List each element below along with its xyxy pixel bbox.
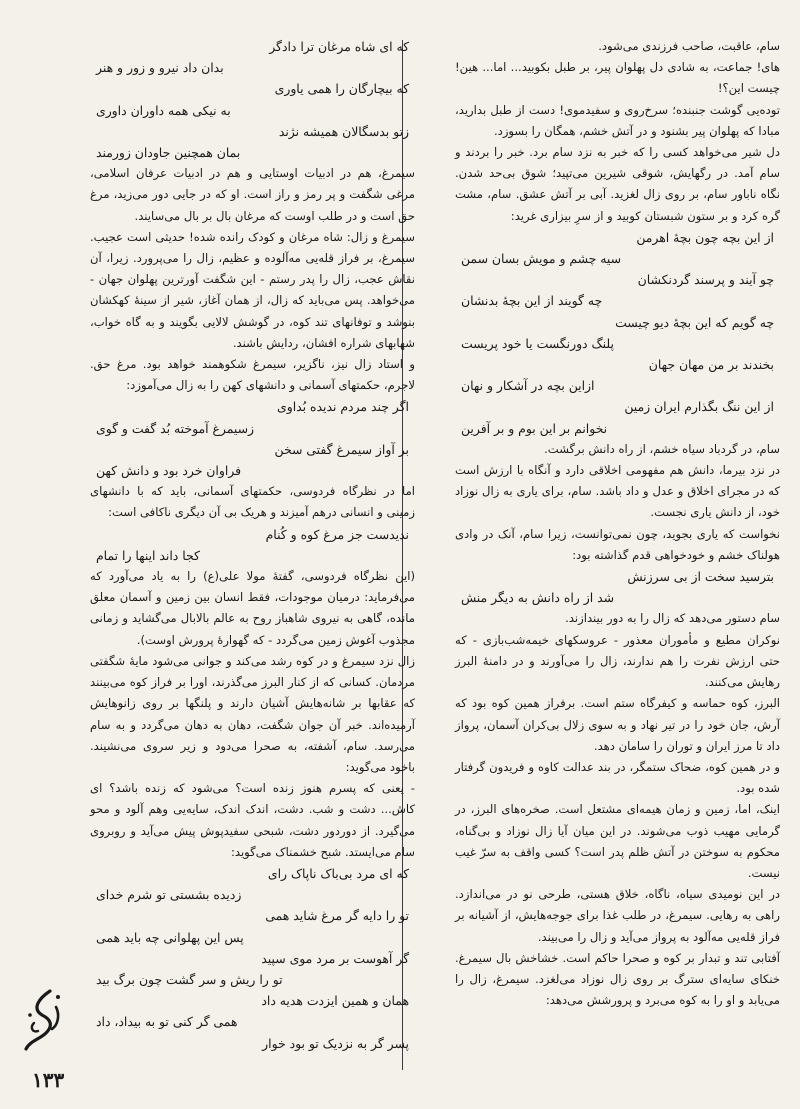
paragraph: در نزد بیرما، دانش هم مفهومی اخلاقی دارد و آنگاه با ارزش است که در مجرای اخلاق و عدل و داد باشد. سام، برای یاری به زال نوزاد خود، از دانش یاری نجست. [455, 463, 780, 520]
paragraph: آفتابی تند و تبدار بر کوه و صحرا حاکم است. خشاخش بال سیمرغ. خنکای سایه‌ای سترگ بر روی زال نوزاد می‌لغزد. سیمرغ، زال را می‌یابد و او را به کوه می‌برد و پرورشش می‌دهد: [455, 950, 780, 1008]
paragraph: اینک، اما، زمین و زمان هیمه‌ای مشتعل است. صخره‌های البرز، در گرمایی مهیب ذوب می‌شوند. در این میان آیا زال نوزاد و بی‌گناه، محکوم به سوختن در آتش ظلم پدر است؟ کسی واقف به سرّ غیب نیست. [455, 802, 780, 880]
verse-line: گر آهوست بر مرد موی سپید [261, 950, 409, 966]
paragraph: توده‌یی گوشت جنبنده؛ سرخ‌روی و سفیدموی! دست از طبل بدارید، مبادا که پهلوان پیر بشنود و در آتش خشم، همگان را بسوزد. [455, 102, 780, 138]
verse-line: پس این پهلوانی چه باید همی [96, 929, 244, 945]
verse-line: ازاین بچه در آشکار و نهان [461, 378, 595, 394]
page-number: ۱۳۳ [32, 1068, 65, 1092]
paragraph: البرز، کوه حماسه و کیفرگاه ستم است. برفراز همین کوه بود که آرش، جان خود را در تیر نهاد و به سوی زلال بی‌کران آسمان، پرواز داد تا مرز ایران و توران را سامان دهد. [455, 696, 780, 753]
verse-line: که ای مرد بی‌باک ناپاک رای [267, 865, 409, 881]
verse-line: از این بچه چون بچهٔ اهرمن [636, 229, 774, 245]
paragraph: اما در نظرگاه فردوسی، حکمتهای آسمانی، باید که با دانشهای زمینی و انسانی درهم آمیزند و هریک بی آن دیگری ناکافی است: [90, 484, 415, 520]
verse-line: چه گویم که این بچهٔ دیو چیست [615, 314, 774, 330]
verse-line: فراوان خرد بود و دانش کهن [96, 463, 242, 479]
paragraph: نخواست که یاری بجوید، چون نمی‌توانست، زیرا سام، آنک در وادی هولناک خشم و خودخواهی قدم گذاشته بود: [455, 526, 780, 562]
kerman-logo [20, 985, 66, 1057]
verse-line: ندیدست جز مرغ کوه و کُنام [265, 526, 409, 542]
verse-line: بترسید سخت از بی سرزنش [627, 569, 774, 585]
verse-line: همان و همین ایزدت هدیه داد [261, 993, 409, 1009]
verse-line: تو را ریش و سر گشت چون برگ بید [96, 971, 283, 987]
paragraph: های! جماعت، به شادی دل پهلوان پیر، بر طبل بکوبید... اما... هین! چیست این؟! [455, 60, 780, 96]
paragraph: سام دستور می‌دهد که زال را به دور بیندازند. [565, 611, 780, 626]
paragraph: و در همین کوه، ضحاک ستمگر، در بند عدالت کاوه و فریدون گرفتار شده بود. [455, 759, 780, 796]
verse-line: اگر چند مردم ندیده بُداوی [277, 399, 409, 415]
paragraph: سام، عاقبت، صاحب فرزندی می‌شود. [598, 39, 780, 53]
verse-line: چه گویند از این بچهٔ بدنشان [461, 293, 603, 309]
verse-line: چو آیند و پرسند گردنکشان [637, 272, 774, 288]
paragraph: سیمرغ، هم در ادبیات اوستایی و هم در ادبیات عرفان اسلامی، مرغی شگفت و پر رمز و راز است. او که در جایی دور می‌زید، مرغ حق است و در طلب اوست که مرغان بال بر بال می‌سایند. [90, 166, 415, 223]
verse-line: زسیمرغ آموخته بُد گفت و گوی [96, 420, 254, 436]
left-column [90, 36, 415, 1054]
paragraph: سیمرغ و زال: شاه مرغان و کودک رانده شده! حدیثی است عجیب. سیمرغ، بر فراز قله‌یی مه‌آلوده و عظیم، زال را می‌پرورد. زیرا، آن نقاش عجب، زال را پدر رستم - این شگفت آورترین پهلوان جهان - می‌خواهد. پس می‌باید که زال، از همان آغاز، شیر از سینهٔ کهکشان بنوشد و توفانهای تند کوه، در گوشش لالایی بگویند و به گاه خواب، شهابهای شراره افشان، ردایش باشند. [90, 229, 415, 350]
paragraph: در این نومیدی سیاه، ناگاه، خلاق هستی، طرحی نو در می‌اندازد. راهی به رهایی. سیمرغ، در طلب غذا برای جوجه‌هایش، از آشیانه بر فراز قله‌یی مه‌آلود به پرواز می‌آید و زال را می‌بیند. [455, 887, 780, 944]
verse-line: بمان همچنین جاودان زورمند [96, 145, 241, 161]
verse-line: بر آواز سیمرغ گفتی سخن [274, 441, 409, 457]
verse-line: تو را دایه گر مرغ شاید همی [265, 908, 409, 924]
verse-line: که ای شاه مرغان ترا دادگر [269, 39, 409, 54]
verse-line: به نیکی همه داوران داوری [96, 102, 231, 118]
verse-line: که بیچارگان را همی یاوری [274, 81, 409, 97]
verse-line: شد از راه دانش به دیگر منش [461, 590, 614, 606]
paragraph: زال نزد سیمرغ و در کوه رشد می‌کند و جوانی می‌شود مایهٔ شگفتی مردمان. کسانی که از کنار البرز می‌گذرند، اورا بر فراز کوه می‌بینند که عقابها بر شانه‌هایش آشیان دارند و پلنگها بر روی زانوهایش آرمیده‌اند. خبر آن جوان شگفت، دهان به دهان می‌گردد و به سام می‌رسد. سام، آشفته، به صحرا می‌دود و زیر سروی می‌نشیند. باخود می‌گوید: [90, 653, 415, 774]
paragraph: و استاد زال نیز، ناگزیر، سیمرغ شکوهمند خواهد بود. مرغ حق. لاجرم، حکمتهای آسمانی و دانشهای کهن را به زال می‌آموزد: [90, 357, 415, 393]
verse-line: زتو بدسگالان همیشه نژند [278, 123, 409, 139]
verse-line: نخوانم بر این بوم و بر آفرین [461, 420, 608, 436]
verse-line: سیه چشم و مویش بسان سمن [461, 251, 622, 267]
paragraph: - یعنی که پسرم هنوز زنده است؟ می‌شود که زنده باشد؟ ای کاش... دشت و شب. دشت، اندک اندک، سایه‌یی وهم آلود و محو می‌گیرد. از دوردور دشت، شبحی سفیدپوش پیش می‌آید و روبروی سام می‌ایستد. شبح خشمناک می‌گوید: [90, 781, 415, 859]
right-column [455, 36, 780, 1011]
paragraph: (این نظرگاه فردوسی، گفتهٔ مولا علی(ع) را به یاد می‌آورد که می‌فرماید: درمیان موجودات، فقط انسان بین زمین و آسمان معلق مانده، گاهی به نیروی شاهباز روح به عالم بالابال می‌گشاید و زمانی مجذوب آغوش زمین می‌گردد - که گهوارهٔ پرورش اوست). [90, 569, 415, 647]
paragraph: دل شیر می‌خواهد کسی را که خبر به نزد سام برد. خبر را بردند و سام آمد. در رگهایش، شوقی شیرین می‌تپید؛ شوق بی‌حد شدن. نگاه ناباور سام، بر روی زال لغزید. آبی بر آتش عشق. سام، مشت گره کرد و بر ستون شبستان کوبید و از سرِ بیزاری غرید: [455, 145, 780, 223]
verse-line: بدان داد نیرو و زور و هنر [96, 60, 224, 76]
verse-line: بخندند بر من مهان جهان [648, 357, 774, 373]
verse-line: پلنگ دورنگست یا خود پریست [461, 335, 614, 351]
verse-line: زدیده بشستی تو شرم خدای [96, 887, 242, 903]
verse-line: پسر گر به نزدیک تو بود خوار [262, 1035, 409, 1051]
paragraph: سام، در گردباد سیاه خشم، از راه دانش برگشت. [544, 441, 780, 456]
verse-line: از این ننگ بگذارم ایران زمین [624, 399, 774, 415]
verse-line: کجا داند اینها را تمام [96, 547, 200, 563]
paragraph: نوکران مطیع و مأموران معذور - عروسکهای خیمه‌شب‌بازی - که حتی ارزش نفرت را هم ندارند، زال را می‌آورند و در دامنهٔ البرز رهایش می‌کنند. [455, 632, 780, 690]
verse-line: همی گر کنی تو به بیداد، داد [96, 1014, 238, 1030]
